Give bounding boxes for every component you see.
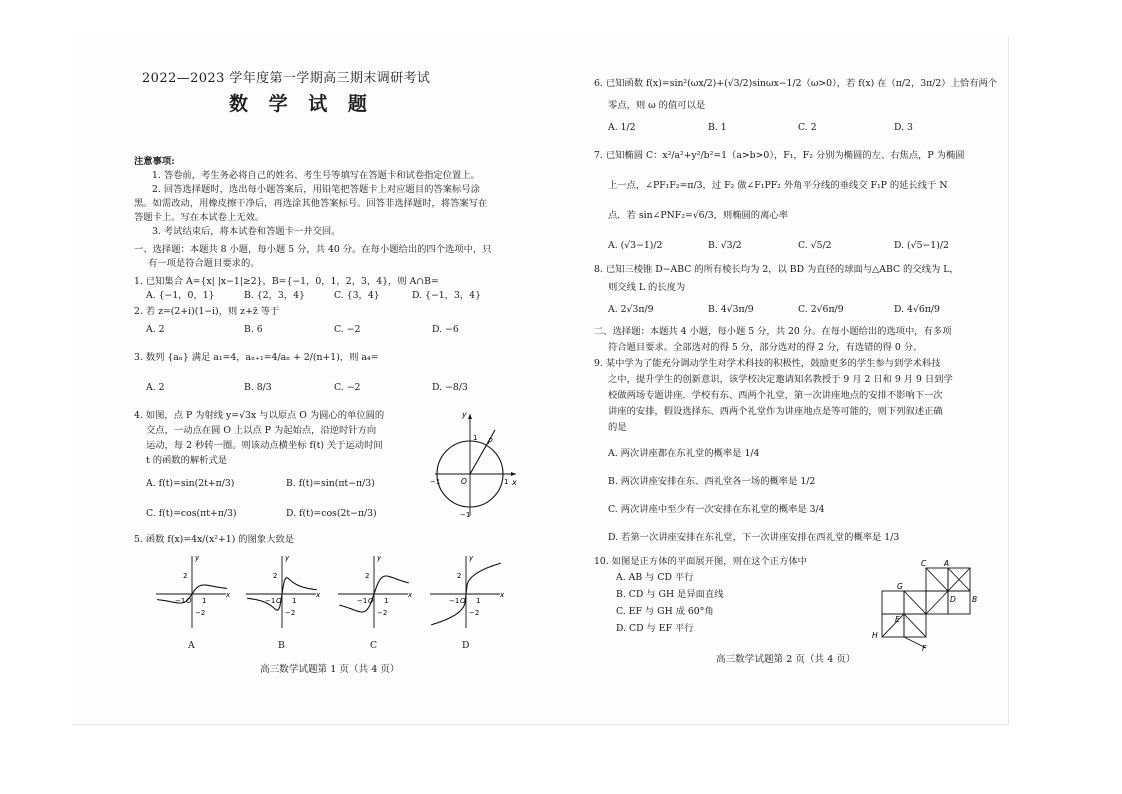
q5-graph-y-label: y [377,554,382,562]
q5-graph-tick-neg-two: −2 [195,609,206,617]
q1-stem: 1. 已知集合 A={x| |x−1|≥2}，B={−1，0，1，2，3，4}，则 A∩B= [134,276,439,287]
q9-line-2: 之中，提升学生的创新意识，该学校决定邀请知名教授于 9 月 2 日和 9 月 9 日到学 [608,374,953,385]
q4-line-2: 交点，一动点在圆 O 上以点 P 为起始点，沿逆时针方向 [146,425,377,436]
q5-graph-origin: O [276,597,282,605]
q5-graph-x-label: x [316,591,321,599]
q4-fig-y-label: y [462,410,467,419]
q3-option-a: A. 2 [146,382,165,393]
q10-net-label-d: D [950,595,956,604]
q1-option-c: C. {3，4} [334,290,380,301]
q2-option-b: B. 6 [244,324,263,335]
page-2 [594,36,998,724]
q7-option-b: B. √3/2 [708,240,742,251]
q5-graph-tick-neg-two: −2 [285,609,296,617]
q3-option-d: D. −8/3 [432,382,468,393]
q5-graph-tick-two: 2 [273,572,278,580]
q6-line-2: 零点，则 ω 的值可以是 [608,100,706,111]
q10-stem: 10. 如图是正方体的平面展开图，则在这个正方体中 [594,556,807,567]
q8-line-2: 则交线 L 的长度为 [608,282,686,293]
q5-graph-y-label: y [469,554,474,562]
page-1 [134,36,517,724]
q10-option-b: B. CD 与 GH 是异面直线 [616,589,724,600]
q9-option-d: D. 若第一次讲座安排在东礼堂，下一次讲座安排在西礼堂的概率是 1/3 [608,532,900,543]
q3-stem: 3. 数列 {aₙ} 满足 a₁=4，aₙ₊₁=4/aₙ + 2/(n+1)，则 a₄= [134,352,379,363]
q9-line-4: 讲座的安排，假设选择东、西两个礼堂作为讲座地点是等可能的，则下列叙述正确 [608,406,943,417]
q4-line-4: t 的函数的解析式是 [146,455,228,466]
q8-option-b: B. 4√3π/9 [708,304,754,315]
page-2-footer: 高三数学试题第 2 页（共 4 页） [716,654,856,665]
q4-fig-x-one: 1 [504,478,509,486]
section1-heading-cont: 有一项是符合题目要求的。 [148,258,260,269]
section1-heading: 一、选择题：本题共 8 小题，每小题 5 分，共 40 分。在每小题给出的四个选项中，只 [134,244,492,255]
q4-fig-p-label: P [488,437,493,446]
q5-graph-x-label: x [408,591,413,599]
q5-graph-label-c: C [370,640,378,651]
q4-line-1: 4. 如图，点 P 为射线 y=√3x 与以原点 O 为圆心的单位圆的 [134,410,385,421]
q5-graph-label-a: A [188,640,195,651]
q7-line-2: 上一点，∠PF₁F₂=π/3，过 F₂ 做∠F₁PF₂ 外角平分线的垂线交 F₁P 的延长线于 N [608,180,948,191]
notice-2: 2. 回答选择题时，选出每小题答案后，用铅笔把答题卡上对应题目的答案标号涂 [152,184,480,195]
q5-graph-tick-neg-one: −1 [265,597,276,605]
q5-graph-origin: O [460,597,466,605]
q5-graph-label-b: B [278,640,285,651]
q5-graph-tick-two: 2 [365,572,370,580]
exam-title: 2022—2023 学年度第一学期高三期末调研考试 [142,71,431,86]
notice-heading: 注意事项: [134,156,175,167]
q9-line-5: 的是 [608,422,627,433]
q5-graph-d [426,552,506,630]
q5-graph-label-d: D [462,640,470,651]
q5-graph-y-label: y [195,554,200,562]
q9-option-a: A. 两次讲座都在东礼堂的概率是 1/4 [608,448,760,459]
q5-graph-tick-two: 2 [457,572,462,580]
q4-line-3: 运动，每 2 秒转一圈。则该动点横坐标 f(t) 关于运动时间 [146,440,383,451]
q10-net-label-h: H [872,631,878,640]
q5-graph-tick-one: 1 [292,597,297,605]
q10-net-label-c: C [921,559,927,568]
q7-option-d: D. (√5−1)/2 [894,240,949,251]
q5-graph-b [242,552,322,630]
q9-line-1: 9. 某中学为了能充分调动学生对学术科技的积极性，鼓励更多的学生参与到学术科技 [594,358,941,369]
q4-fig-y-one: 1 [473,434,478,442]
q9-line-3: 校做两场专题讲座．学校有东、西两个礼堂，第一次讲座地点的安排不影响下一次 [608,390,943,401]
q8-option-d: D. 4√6π/9 [894,304,940,315]
exam-sheet [72,36,1009,725]
q10-net-label-f: F [922,644,927,652]
q5-graph-tick-one: 1 [202,597,207,605]
q5-graph-tick-one: 1 [384,597,389,605]
q4-unit-circle-figure [430,406,522,524]
q6-option-a: A. 1/2 [608,122,636,133]
q8-option-a: A. 2√3π/9 [608,304,654,315]
q7-line-1: 7. 已知椭圆 C：x²/a²+y²/b²=1（a>b>0），F₁，F₂ 分别为椭圆的左、右焦点，P 为椭圆 [594,150,965,161]
q4-fig-y-neg-one: −1 [460,511,471,519]
q9-option-c: C. 两次讲座中至少有一次安排在东礼堂的概率是 3/4 [608,504,825,515]
q4-fig-x-label: x [512,478,517,487]
q4-option-c: C. f(t)=cos(πt+π/3) [146,508,237,519]
q3-option-b: B. 8/3 [244,382,272,393]
q2-option-c: C. −2 [334,324,361,335]
q5-graph-a [152,552,232,630]
q6-option-c: C. 2 [798,122,817,133]
q10-net-label-e: E [895,615,900,624]
q2-stem: 2. 若 z=(2+i)(1−i)，则 z+z̄ 等于 [134,306,280,317]
q5-graph-tick-one: 1 [476,597,481,605]
q7-line-3: 点．若 sin∠PNF₂=√6/3，则椭圆的离心率 [608,210,788,221]
q2-option-a: A. 2 [146,324,165,335]
q9-option-b: B. 两次讲座安排在东、西礼堂各一场的概率是 1/2 [608,476,816,487]
q1-option-a: A. {−1，0，1} [146,290,215,301]
q1-option-d: D. {−1，3，4} [412,290,481,301]
q8-option-c: C. 2√6π/9 [798,304,844,315]
notice-2-cont: 黑。如需改动，用橡皮擦干净后，再选涂其他答案标号。回答非选择题时，将答案写在 [134,198,488,209]
q7-option-c: C. √5/2 [798,240,832,251]
q5-graph-origin: O [368,597,374,605]
q10-option-c: C. EF 与 GH 成 60°角 [616,606,714,617]
subject-title: 数 学 试 题 [229,93,374,115]
q6-option-d: D. 3 [894,122,913,133]
section2-heading: 二、选择题：本题共 4 小题，每小题 5 分，共 20 分。在每小题给出的选项中，有多项 [594,326,952,337]
q5-graph-tick-neg-one: −1 [357,597,368,605]
q4-fig-x-neg-one: −1 [430,478,441,486]
q10-option-a: A. AB 与 CD 平行 [616,572,694,583]
page-1-footer: 高三数学试题第 1 页（共 4 页） [260,664,400,675]
q10-cube-net-figure [870,558,982,652]
q4-option-b: B. f(t)=sin(πt−π/3) [286,478,375,489]
q10-net-label-b: B [972,595,978,604]
section2-heading-cont: 符合题目要求。全部选对的得 5 分，部分选对的得 2 分，有选错的得 0 分。 [608,342,923,353]
q5-graph-x-label: x [226,591,231,599]
q5-graph-tick-neg-two: −2 [377,609,388,617]
notice-1: 1. 答卷前，考生务必将自己的姓名、考生号等填写在答题卡和试卷指定位置上。 [152,170,480,181]
q6-line-1: 6. 已知函数 f(x)=sin²(ωx/2)+(√3/2)sinωx−1/2（ω>0），若 f(x) 在（π/2，3π/2）上恰有两个 [594,78,998,89]
q5-graph-origin: O [186,597,192,605]
q10-option-d: D. CD 与 EF 平行 [616,623,694,634]
q7-option-a: A. (√3−1)/2 [608,240,663,251]
q5-graph-tick-two: 2 [183,572,188,580]
q10-net-label-g: G [897,582,903,591]
notice-2-end: 答题卡上。写在本试卷上无效。 [134,212,265,223]
q5-graph-x-label: x [500,591,505,599]
q5-graph-tick-neg-one: −1 [449,597,460,605]
q6-option-b: B. 1 [708,122,727,133]
q4-option-a: A. f(t)=sin(2t+π/3) [146,478,235,489]
q5-stem: 5. 函数 f(x)=4x/(x²+1) 的图象大致是 [134,534,295,545]
q8-line-1: 8. 已知三棱锥 D−ABC 的所有棱长均为 2，以 BD 为直径的球面与△ABC 的交线为 L， [594,264,959,275]
q4-fig-origin-label: O [461,477,467,486]
q10-net-label-a: A [944,559,950,568]
q2-option-d: D. −6 [432,324,459,335]
q5-graph-tick-neg-two: −2 [469,609,480,617]
q1-option-b: B. {2，3，4} [244,290,305,301]
q3-option-c: C. −2 [334,382,361,393]
q5-graph-c [334,552,414,630]
q5-graph-tick-neg-one: −1 [175,597,186,605]
notice-3: 3. 考试结束后，将本试卷和答题卡一并交回。 [152,226,341,237]
q4-option-d: D. f(t)=cos(2t−π/3) [286,508,377,519]
q5-graph-y-label: y [285,554,290,562]
